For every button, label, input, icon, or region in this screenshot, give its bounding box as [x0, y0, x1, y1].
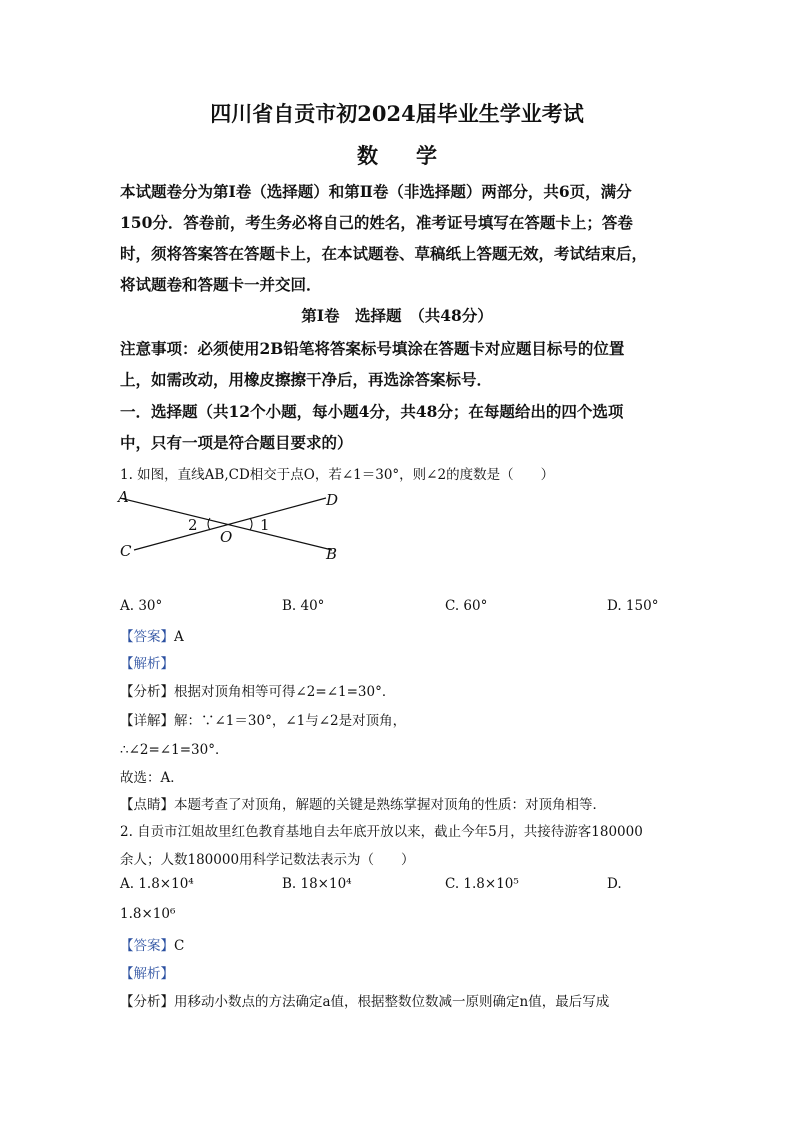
q1-stem: 1. 如图，直线AB,CD相交于点O，若∠1＝30°，则∠2的度数是（ ） [120, 467, 555, 483]
q2-answer-value: C [174, 938, 185, 954]
q2-answer-row [120, 934, 184, 954]
q2-option-d-label: D. [607, 876, 622, 892]
angle-1-label: 1 [260, 516, 270, 534]
q2-analysis-row [120, 962, 174, 982]
intro-line-1: 本试题卷分为第Ⅰ卷（选择题）和第Ⅱ卷（非选择题）两部分，共6页，满分 [120, 182, 632, 201]
q2-option-c: C. 1.8×10⁵ [445, 876, 519, 892]
q1-fenxi-row [120, 680, 395, 700]
q1-dianjing-tag: 【点睛】 [120, 797, 174, 813]
notice-line-2: 上，如需改动，用橡皮擦擦干净后，再选涂答案标号． [120, 370, 493, 389]
point-d-label: D [326, 491, 339, 509]
intro-line-4: 将试题卷和答题卡一并交回． [120, 275, 322, 294]
intro-line-3: 时，须将答案答在答题卡上，在本试题卷、草稿纸上答题无效，考试结束后， [120, 244, 648, 263]
q1-answer-tag: 【答案】 [120, 629, 174, 645]
q1-therefore: ∴∠2=∠1=30°． [120, 742, 229, 758]
q1-dianjing-row [120, 793, 606, 813]
exam-title: 四川省自贡市初2024届毕业生学业考试 [210, 101, 584, 126]
q1-xiangjie-row [120, 709, 406, 729]
q1-analysis-row [120, 652, 174, 672]
q1-fenxi-tag: 【分析】 [120, 684, 174, 700]
q2-fenxi-text: 用移动小数点的方法确定a值，根据整数位数减一原则确定n值，最后写成 [174, 994, 610, 1010]
q1-answer-value: A [174, 629, 184, 645]
q2-answer-tag: 【答案】 [120, 938, 174, 954]
subject-title: 数学 [357, 143, 475, 168]
notice-line-1: 注意事项：必须使用2B铅笔将答案标号填涂在答题卡对应题目标号的位置 [120, 339, 625, 358]
q1-option-a: A. 30° [120, 598, 163, 614]
point-b-label: B [326, 545, 338, 563]
q1-xiangjie-tag: 【详解】 [120, 713, 174, 729]
point-c-label: C [120, 542, 132, 560]
q2-option-d-value: 1.8×10⁶ [120, 906, 176, 922]
q2-fenxi-tag: 【分析】 [120, 994, 174, 1010]
part-heading-line-2: 中，只有一项是符合题目要求的） [120, 433, 353, 452]
q2-option-b: B. 18×10⁴ [282, 876, 352, 892]
intro-line-2: 150分．答卷前，考生务必将自己的姓名，准考证号填写在答题卡上；答卷 [120, 213, 633, 232]
q1-option-c: C. 60° [445, 598, 488, 614]
q1-fenxi-text: 根据对顶角相等可得∠2=∠1=30°． [174, 684, 396, 700]
q2-fenxi-row [120, 990, 609, 1010]
point-a-label: A [118, 488, 129, 506]
q1-option-d: D. 150° [607, 598, 659, 614]
q1-dianjing-text: 本题考查了对顶角，解题的关键是熟练掌握对顶角的性质：对顶角相等． [174, 797, 606, 813]
section-heading: 第Ⅰ卷 选择题 （共48分） [301, 306, 493, 325]
q1-intersecting-lines-figure [112, 484, 352, 564]
q2-analysis-tag: 【解析】 [120, 966, 174, 982]
angle-2-label: 2 [188, 516, 198, 534]
q1-analysis-tag: 【解析】 [120, 656, 174, 672]
q1-option-b: B. 40° [282, 598, 325, 614]
q2-stem-line-1: 2. 自贡市江姐故里红色教育基地自去年底开放以来，截止今年5月，共接待游客180000 [120, 824, 643, 840]
q1-xiangjie-text: 解：∵∠1＝30°，∠1与∠2是对顶角， [174, 713, 407, 729]
part-heading-line-1: 一．选择题（共12个小题，每小题4分，共48分；在每题给出的四个选项 [120, 402, 624, 421]
q1-answer-row [120, 625, 184, 645]
point-o-label: O [220, 528, 233, 546]
q1-choose: 故选：A． [120, 770, 184, 786]
q2-stem-line-2: 余人；人数180000用科学记数法表示为（ ） [120, 852, 415, 868]
q2-option-a: A. 1.8×10⁴ [120, 876, 194, 892]
angle-1-arc [250, 518, 252, 530]
